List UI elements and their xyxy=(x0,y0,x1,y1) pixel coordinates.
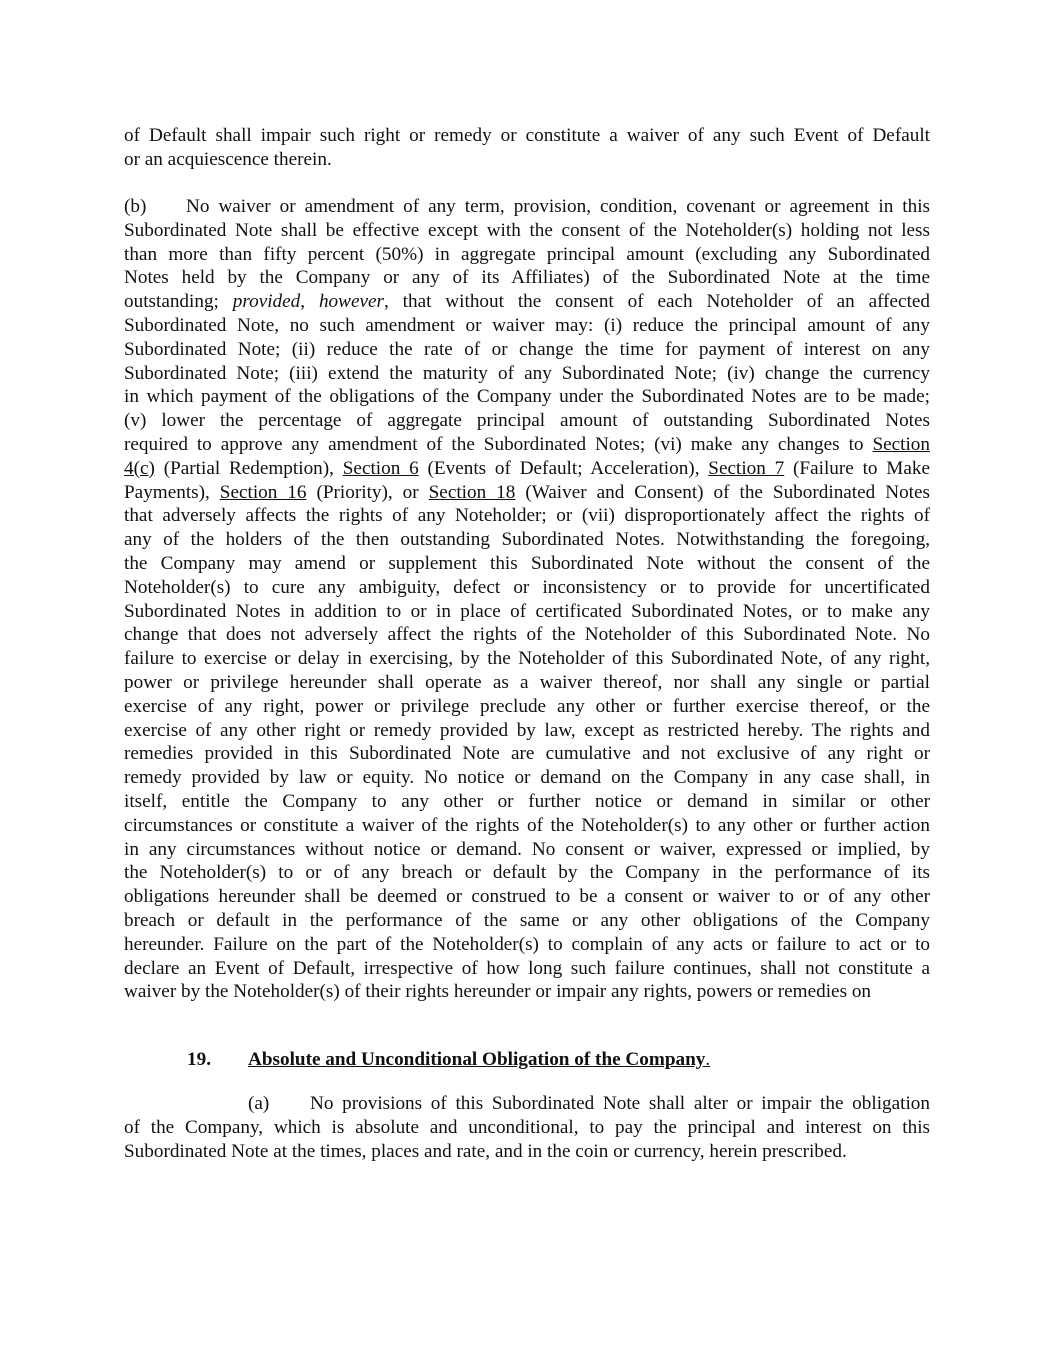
paragraph-b xyxy=(124,195,930,1004)
section-4c-link[interactable]: 4(c) xyxy=(124,457,155,479)
section-18-link[interactable]: Section 18 xyxy=(428,481,516,503)
paragraph-19a xyxy=(124,1092,930,1163)
text-line: Subordinated Note shall be effective except with the consent of the Noteholder(s) holding not less xyxy=(124,219,930,241)
text-segment: No provisions of this Subordinated Note shall alter or impair the obligation xyxy=(310,1093,930,1114)
text-line: circumstances or constitute a waiver of the rights of the Noteholder(s) to any other or further action xyxy=(124,814,930,836)
paragraph-label: (b) xyxy=(124,196,147,217)
text-line: power or privilege hereunder shall operate as a waiver thereof, nor shall any single or partial xyxy=(124,671,930,693)
italic-provided: provided xyxy=(232,291,301,313)
text-segment: required to approve any amendment of the Subordinated Notes; (vi) make any changes to xyxy=(124,433,873,455)
text-line xyxy=(124,481,930,505)
text-line: breach or default in the performance of the same or any other obligations of the Company xyxy=(124,909,930,931)
text-line: Subordinated Note; (ii) reduce the rate of or change the time for payment of interest on any xyxy=(124,338,930,360)
text-line: declare an Event of Default, irrespective of how long such failure continues, shall not constitute a xyxy=(124,957,930,979)
text-line xyxy=(124,433,930,457)
text-line: in which payment of the obligations of the Company under the Subordinated Notes are to be made; xyxy=(124,386,930,408)
text-segment: (Events of Default; Acceleration), xyxy=(427,457,709,479)
text-segment: (Failure to Make xyxy=(793,457,930,479)
text-line: the Noteholder(s) to or of any breach or default by the Company in the performance of its xyxy=(124,862,930,884)
section-4c-link[interactable]: Section xyxy=(872,433,930,455)
section-number: 19. xyxy=(187,1049,211,1070)
text-line: Notes held by the Company or any of its Affiliates) of the Subordinated Note at the time xyxy=(124,267,930,289)
paragraph-label: (a) xyxy=(248,1093,270,1114)
text-segment: (Priority), or xyxy=(316,481,429,503)
text-segment: outstanding; xyxy=(124,291,233,313)
section-16-link[interactable]: Section 16 xyxy=(219,481,307,503)
text-line: itself, entitle the Company to any other or further notice or demand in similar or other xyxy=(124,790,930,812)
text-line: exercise of any other right or remedy provided by law, except as restricted hereby. The rights and xyxy=(124,719,930,741)
text-line xyxy=(124,195,930,219)
text-line: of the Company, which is absolute and unconditional, to pay the principal and interest on this xyxy=(124,1116,930,1138)
text-line: remedy provided by law or equity. No notice or demand on the Company in any case shall, in xyxy=(124,767,930,789)
text-line: failure to exercise or delay in exercising, by the Noteholder of this Subordinated Note, of any right, xyxy=(124,648,930,670)
text-segment: No waiver or amendment of any term, provision, condition, covenant or agreement in this xyxy=(186,196,930,217)
text-line: Subordinated Notes in addition to or in place of certificated Subordinated Notes, or to make any xyxy=(124,600,930,622)
text-line: that adversely affects the rights of any Noteholder; or (vii) disproportionately affect the rights of xyxy=(124,505,930,527)
text-line: any of the holders of the then outstanding Subordinated Notes. Notwithstanding the foregoing, xyxy=(124,529,930,551)
text-segment: (Partial Redemption), xyxy=(163,457,343,479)
text-line: Subordinated Note at the times, places and rate, and in the coin or currency, herein prescribed. xyxy=(124,1140,847,1162)
text-segment: (Waiver and Consent) of the Subordinated Notes xyxy=(525,481,930,503)
text-line: hereunder. Failure on the part of the Noteholder(s) to complain of any acts or failure to act or to xyxy=(124,933,930,955)
text-line: or an acquiescence therein. xyxy=(124,148,332,170)
text-segment: , xyxy=(300,291,319,313)
text-line: Subordinated Note, no such amendment or waiver may: (i) reduce the principal amount of any xyxy=(124,314,930,336)
text-line: Noteholder(s) to cure any ambiguity, defect or inconsistency or to provide for uncertificated xyxy=(124,576,930,598)
text-line xyxy=(124,1092,930,1116)
section-title-text: Absolute and Unconditional Obligation of the Company xyxy=(248,1049,706,1070)
text-line: of Default shall impair such right or remedy or constitute a waiver of any such Event of Default xyxy=(124,125,930,146)
text-line: in any circumstances without notice or demand. No consent or waiver, expressed or implied, by xyxy=(124,838,930,860)
text-line: (v) lower the percentage of aggregate principal amount of outstanding Subordinated Notes xyxy=(124,410,930,432)
section-6-link[interactable]: Section 6 xyxy=(342,457,419,479)
paragraph-continuation xyxy=(124,124,930,172)
text-line: remedies provided in this Subordinated Note are cumulative and not exclusive of any right or xyxy=(124,743,930,765)
text-line: change that does not adversely affect the rights of the Noteholder of this Subordinated Note. No xyxy=(124,624,930,646)
text-line: waiver by the Noteholder(s) of their rights hereunder or impair any rights, powers or remedies on xyxy=(124,981,872,1003)
text-segment: Payments), xyxy=(124,481,220,503)
italic-however: however xyxy=(318,291,384,313)
text-line xyxy=(124,290,930,314)
text-segment: , that without the consent of each Noteholder of an affected xyxy=(383,291,931,313)
text-line xyxy=(124,457,930,481)
text-line: obligations hereunder shall be deemed or construed to be a consent or waiver to or of any other xyxy=(124,886,930,908)
text-line: Subordinated Note; (iii) extend the maturity of any Subordinated Note; (iv) change the currency xyxy=(124,362,930,384)
text-line: exercise of any right, power or privilege preclude any other or further exercise thereof, or the xyxy=(124,695,930,717)
section-title xyxy=(248,1048,710,1072)
text-line: than more than fifty percent (50%) in aggregate principal amount (excluding any Subordinated xyxy=(124,243,930,265)
section-title-period: . xyxy=(705,1049,711,1070)
text-line: the Company may amend or supplement this Subordinated Note without the consent of the xyxy=(124,552,930,574)
section-7-link[interactable]: Section 7 xyxy=(708,457,785,479)
